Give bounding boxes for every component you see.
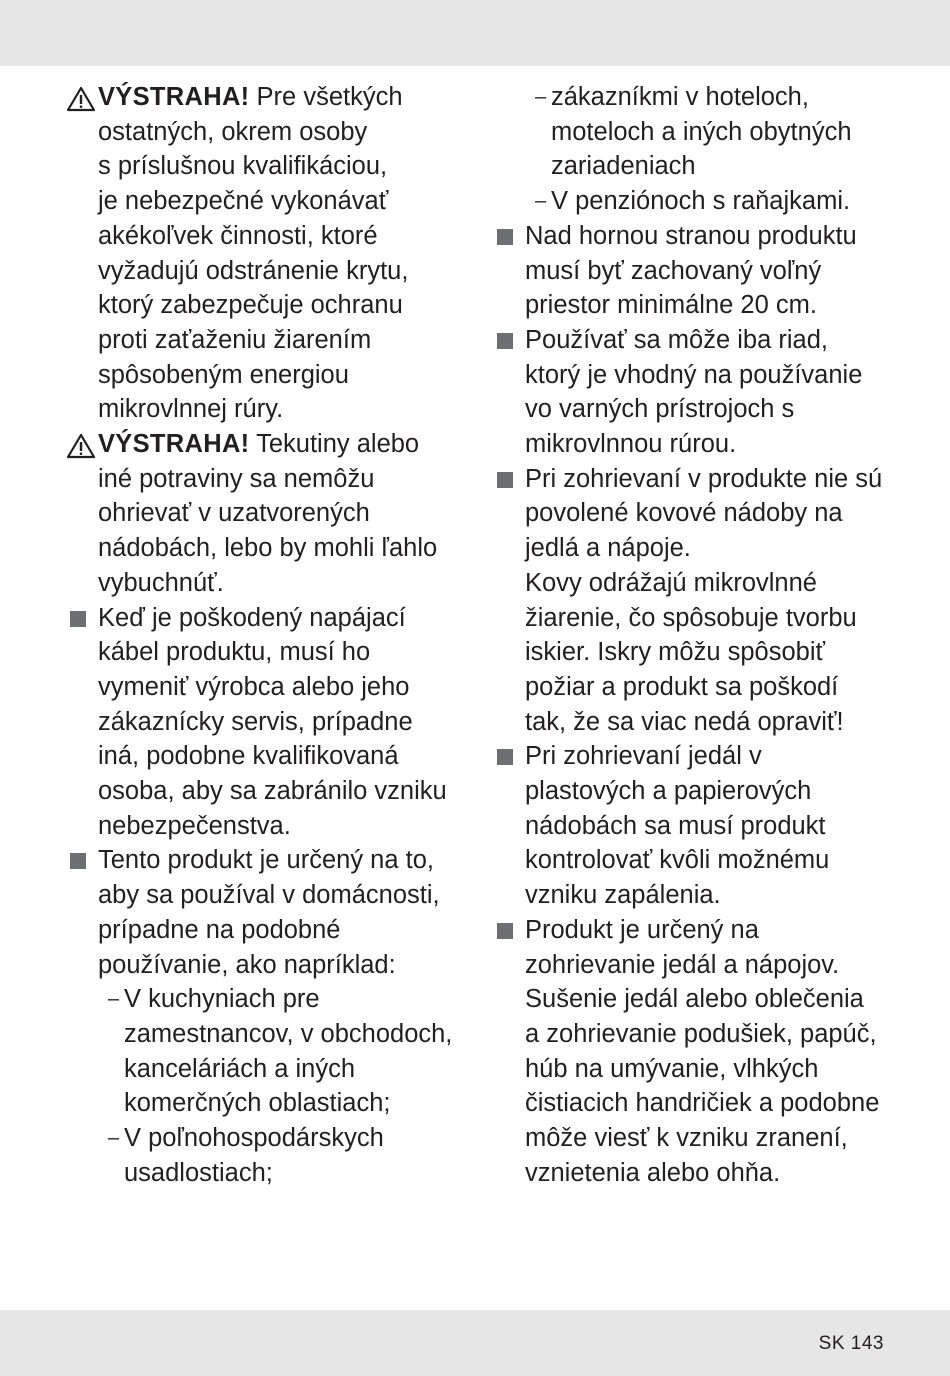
text-line: osoba, aby sa zabránilo vzniku bbox=[98, 777, 447, 806]
text-line: Pri zohrievaní v produkte nie sú bbox=[525, 464, 883, 493]
warning-label: VÝSTRAHA! bbox=[98, 83, 250, 111]
text-line: iná, podobne kvalifikovaná bbox=[98, 742, 399, 771]
bullet-item-continued bbox=[493, 80, 893, 219]
sub-item-3 bbox=[525, 80, 893, 184]
warning-label: VÝSTRAHA! bbox=[98, 430, 250, 459]
square-bullet-icon bbox=[70, 611, 86, 627]
text-line: Sušenie jedál alebo oblečenia bbox=[525, 985, 864, 1014]
text-line: V penziónoch s raňajkami. bbox=[551, 187, 851, 216]
text-line: V kuchyniach pre bbox=[124, 985, 320, 1014]
text-line: Produkt je určený na bbox=[525, 915, 759, 944]
text-line: vzniku zapálenia. bbox=[525, 881, 721, 910]
text-line: ostatných, okrem osoby bbox=[98, 117, 368, 146]
text-line: Tento produkt je určený na to, bbox=[98, 846, 434, 875]
text-line: iskier. Iskry môžu spôsobiť bbox=[525, 638, 826, 667]
square-bullet-icon bbox=[497, 923, 513, 939]
sub-item-4 bbox=[525, 184, 893, 219]
warning-item-2 bbox=[66, 427, 466, 601]
text-line: proti zaťaženiu žiarením bbox=[98, 325, 372, 354]
text-line: iné potraviny sa nemôžu bbox=[98, 464, 375, 493]
text-line: kanceláriách a iných bbox=[124, 1054, 356, 1083]
text-line: usadlostiach; bbox=[124, 1158, 273, 1187]
text-line: komerčných oblastiach; bbox=[124, 1089, 391, 1118]
square-bullet-icon bbox=[497, 229, 513, 245]
bullet-item-6 bbox=[493, 739, 893, 913]
bullet-item-3 bbox=[493, 219, 893, 323]
text-line: musí byť zachovaný voľný bbox=[525, 256, 822, 285]
text-line: zákazníkmi v hoteloch, bbox=[551, 83, 809, 111]
text-line: vznietenia alebo ohňa. bbox=[525, 1158, 781, 1187]
text-line: nebezpečenstva. bbox=[98, 811, 291, 840]
text-line: zákaznícky servis, prípadne bbox=[98, 707, 413, 736]
text-line: V poľnohospodárskych bbox=[124, 1124, 384, 1153]
text-line: húb na umývanie, vlhkých bbox=[525, 1054, 819, 1083]
square-bullet-icon bbox=[497, 749, 513, 765]
dash-marker: – bbox=[108, 988, 120, 1011]
text-line: vybuchnúť. bbox=[98, 568, 224, 597]
text-line: jedlá a nápoje. bbox=[525, 534, 691, 563]
bullet-item-7 bbox=[493, 913, 893, 1191]
square-bullet-icon bbox=[497, 333, 513, 349]
text-line: žiarenie, čo spôsobuje tvorbu bbox=[525, 603, 857, 632]
text-line: a zohrievanie podušiek, papúč, bbox=[525, 1019, 877, 1048]
text-line: požiar a produkt sa poškodí bbox=[525, 672, 839, 701]
text-line: kontrolovať kvôli možnému bbox=[525, 846, 830, 875]
sub-item-2 bbox=[98, 1121, 466, 1190]
text-line: akékoľvek činnosti, ktoré bbox=[98, 221, 378, 250]
text-line: vo varných prístrojoch s bbox=[525, 395, 795, 424]
square-bullet-icon bbox=[497, 472, 513, 488]
top-band bbox=[0, 0, 950, 66]
text-line: Pri zohrievaní jedál v bbox=[525, 742, 762, 771]
text-line: s príslušnou kvalifikáciou, bbox=[98, 152, 388, 181]
text-line: prípadne na podobné bbox=[98, 915, 341, 944]
bullet-item-4 bbox=[493, 323, 893, 462]
text-line: Používať sa môže iba riad, bbox=[525, 325, 828, 354]
text-line: plastových a papierových bbox=[525, 777, 812, 806]
bullet-item-1 bbox=[66, 601, 466, 844]
text-line: kábel produktu, musí ho bbox=[98, 638, 371, 667]
sub-item-1 bbox=[98, 982, 466, 1121]
text-line: zohrievanie jedál a nápojov. bbox=[525, 950, 840, 979]
text-line: vymeniť výrobca alebo jeho bbox=[98, 672, 410, 701]
warning-line: VÝSTRAHA! Tekutiny alebo bbox=[98, 430, 420, 459]
bottom-band bbox=[0, 1310, 950, 1376]
text-line: Kovy odrážajú mikrovlnné bbox=[525, 568, 817, 597]
bullet-item-2 bbox=[66, 843, 466, 1190]
text-line: môže viesť k vzniku zranení, bbox=[525, 1124, 848, 1153]
left-column bbox=[66, 80, 466, 1191]
warning-triangle-icon bbox=[66, 86, 96, 112]
text-line: mikrovlnnej rúry. bbox=[98, 395, 284, 424]
text-line: nádobách, lebo by mohli ľahlo bbox=[98, 534, 438, 563]
text-line: je nebezpečné vykonávať bbox=[98, 187, 389, 216]
text-line: priestor minimálne 20 cm. bbox=[525, 291, 817, 320]
text-line: Keď je poškodený napájací bbox=[98, 603, 406, 632]
square-bullet-icon bbox=[70, 853, 86, 869]
text-line: čistiacich handričiek a podobne bbox=[525, 1089, 880, 1118]
text-line: používanie, ako napríklad: bbox=[98, 950, 396, 979]
text-line: Nad hornou stranou produktu bbox=[525, 221, 857, 250]
text-line: ohrievať v uzatvorených bbox=[98, 499, 370, 528]
dash-marker: – bbox=[535, 86, 547, 108]
warning-line: VÝSTRAHA! Pre všetkých bbox=[98, 83, 403, 111]
dash-marker: – bbox=[108, 1127, 120, 1150]
right-column bbox=[493, 80, 893, 1191]
text-line: zamestnancov, v obchodoch, bbox=[124, 1019, 453, 1048]
text-line: nádobách sa musí produkt bbox=[525, 811, 826, 840]
text-line: vyžadujú odstránenie krytu, bbox=[98, 256, 409, 285]
dash-marker: – bbox=[535, 190, 547, 213]
warning-triangle-icon bbox=[66, 433, 96, 459]
text-line: mikrovlnnou rúrou. bbox=[525, 430, 737, 459]
text-line: aby sa používal v domácnosti, bbox=[98, 881, 440, 910]
text-line: tak, že sa viac nedá opraviť! bbox=[525, 707, 844, 736]
text-line: zariadeniach bbox=[551, 152, 696, 181]
text-line: ktorý je vhodný na používanie bbox=[525, 360, 863, 389]
warning-item-1 bbox=[66, 80, 466, 427]
text-line: povolené kovové nádoby na bbox=[525, 499, 843, 528]
bullet-item-5 bbox=[493, 462, 893, 740]
text-line: spôsobeným energiou bbox=[98, 360, 349, 389]
page-number: SK 143 bbox=[818, 1333, 884, 1354]
text-line: moteloch a iných obytných bbox=[551, 117, 852, 146]
text-line: ktorý zabezpečuje ochranu bbox=[98, 291, 403, 320]
